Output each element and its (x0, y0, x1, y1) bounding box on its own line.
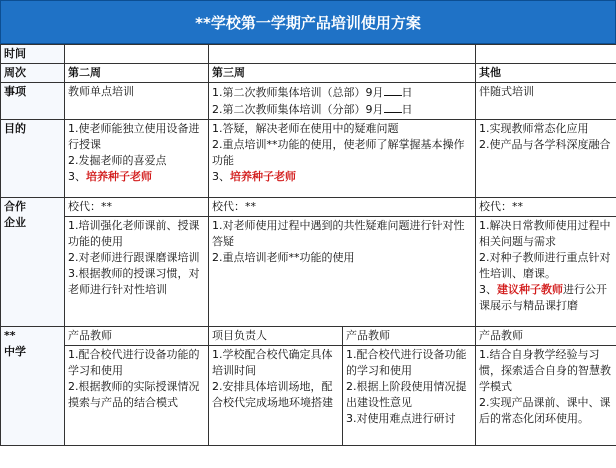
label-week: 周次 (1, 64, 65, 83)
goal-w3 (209, 120, 476, 198)
school-w2-1: 1.配合校代进行设备功能的学习和使用 (68, 348, 200, 377)
label-goal: 目的 (1, 120, 65, 198)
week-2: 第二周 (65, 64, 209, 83)
company-other-3-rest: 进行公开课展示与精品课打磨 (479, 283, 607, 312)
label-company-1: 合作 (4, 200, 26, 213)
cell-time-w3 (209, 45, 476, 64)
goal-w2-3-highlight: 培养种子老师 (86, 170, 152, 183)
goal-w2 (65, 120, 209, 198)
row-school-head (1, 327, 616, 346)
company-head-w3: 校代：** (209, 198, 476, 217)
company-other-2: 2.对种子教师进行重点针对性培训、磨课。 (479, 251, 611, 280)
school-w3b-1: 1.配合校代进行设备功能的学习和使用 (346, 348, 467, 377)
company-w3 (209, 217, 476, 327)
date-blank (384, 101, 402, 113)
item-other: 伴随式培训 (476, 83, 616, 120)
company-other-3-prefix: 3、 (479, 283, 497, 296)
label-time: 时间 (1, 45, 65, 64)
goal-w2-1: 1.使老师能独立使用设备进行授课 (68, 122, 200, 151)
label-company (1, 198, 65, 327)
cell-time-other (476, 45, 616, 64)
label-company-2: 企业 (4, 216, 26, 229)
school-w3b-3: 3.对使用难点进行研讨 (346, 412, 456, 425)
item-w2: 教师单点培训 (65, 83, 209, 120)
company-other-1: 1.解决日常教师使用过程中相关问题与需求 (479, 219, 611, 248)
company-w3-2: 2.重点培训老师**功能的使用 (212, 251, 355, 264)
company-head-other: 校代：** (476, 198, 616, 217)
company-w2 (65, 217, 209, 327)
item-w3-line-2-end: 日 (401, 103, 413, 116)
school-head-w3b: 产品教师 (343, 327, 476, 346)
school-other-1: 1.结合自身教学经验与习惯，探索适合自身的智慧教学模式 (479, 348, 611, 393)
plan-table-wrap (0, 44, 616, 468)
goal-w3-3-prefix: 3、 (212, 170, 230, 183)
week-3: 第三周 (209, 64, 476, 83)
item-w3-line-2: 2.第二次教师集体培训（分部）9月 (212, 103, 384, 116)
goal-other-1: 1.实现教师常态化应用 (479, 122, 589, 135)
row-company (1, 217, 616, 327)
school-w3a-2: 2.安排具体培训场地，配合校代完成场地环境搭建 (212, 380, 333, 409)
date-blank (384, 84, 402, 96)
row-time (1, 45, 616, 64)
school-w2 (65, 346, 209, 446)
school-w3a (209, 346, 343, 446)
school-head-other: 产品教师 (476, 327, 616, 346)
label-school (1, 327, 65, 446)
school-other-2: 2.实现产品课前、课中、课后的常态化闭环使用。 (479, 396, 611, 425)
school-head-w3a: 项目负责人 (209, 327, 343, 346)
goal-w2-2: 2.发掘老师的喜爱点 (68, 154, 167, 167)
school-w3b-2: 2.根据上阶段使用情况提出建设性意见 (346, 380, 467, 409)
row-week (1, 64, 616, 83)
row-item (1, 83, 616, 120)
company-other (476, 217, 616, 327)
company-other-3-highlight: 建议种子教师 (497, 283, 563, 296)
school-w2-2: 2.根据教师的实际授课情况摸索与产品的结合模式 (68, 380, 200, 409)
company-w2-1: 1.培训强化老师课前、授课功能的使用 (68, 219, 200, 248)
plan-table (0, 44, 616, 446)
goal-other (476, 120, 616, 198)
label-school-1: ** (4, 329, 16, 342)
goal-w3-2: 2.重点培训**功能的使用，使老师了解掌握基本操作功能 (212, 138, 465, 167)
item-w3-line-1-end: 日 (401, 86, 413, 99)
week-other: 其他 (476, 64, 616, 83)
school-head-w2: 产品教师 (65, 327, 209, 346)
row-company-head (1, 198, 616, 217)
company-head-w2: 校代：** (65, 198, 209, 217)
school-w3b (343, 346, 476, 446)
goal-other-2: 2.使产品与各学科深度融合 (479, 138, 611, 151)
goal-w3-1: 1.答疑，解决老师在使用中的疑难问题 (212, 122, 399, 135)
item-w3 (209, 83, 476, 120)
row-school (1, 346, 616, 446)
company-w3-1: 1.对老师使用过程中遇到的共性疑难问题进行针对性答疑 (212, 219, 465, 248)
goal-w3-3-highlight: 培养种子老师 (230, 170, 296, 183)
item-w3-line-1: 1.第二次教师集体培训（总部）9月 (212, 86, 384, 99)
label-school-2: 中学 (4, 345, 26, 358)
document-title: **学校第一学期产品培训使用方案 (0, 0, 616, 44)
row-goal (1, 120, 616, 198)
school-other (476, 346, 616, 446)
company-w2-3: 3.根据教师的授课习惯，对老师进行针对性培训 (68, 267, 200, 296)
goal-w2-3-prefix: 3、 (68, 170, 86, 183)
school-w3a-1: 1.学校配合校代确定具体培训时间 (212, 348, 333, 377)
company-w2-2: 2.对老师进行跟课磨课培训 (68, 251, 200, 264)
cell-time-w2 (65, 45, 209, 64)
label-item: 事项 (1, 83, 65, 120)
